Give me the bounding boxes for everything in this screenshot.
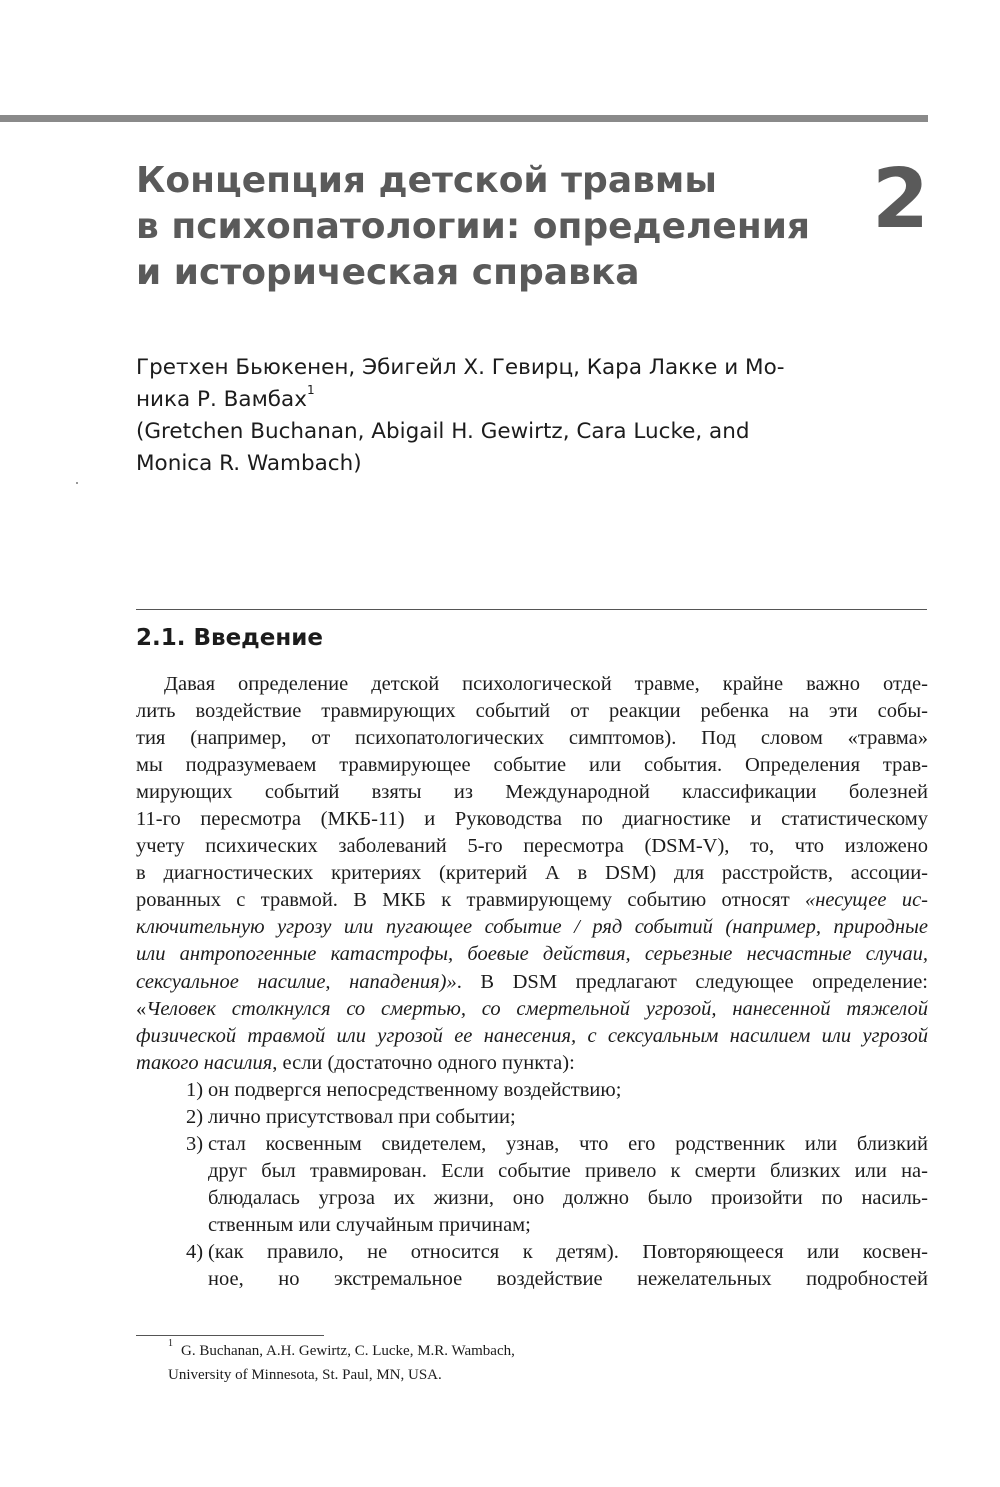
list-item-line: он подвергся непосредственному воздействию; (208, 1078, 622, 1101)
list-item (159, 1131, 928, 1239)
list-item-line: ственным или случайным причинам; (208, 1213, 531, 1236)
list-item-line: ное, но экстремальное воздействие нежелательных подробностей (208, 1268, 928, 1291)
paragraph-line: мы подразумеваем травмирующее событие или события. Определения трав- (136, 754, 928, 777)
criteria-list (136, 1077, 928, 1293)
chapter-title-line: и историческая справка (136, 252, 640, 293)
paragraph-line (136, 887, 928, 914)
authors (136, 352, 816, 480)
paragraph-line: тия (например, от психопатологических симптомов). Под словом «травма» (136, 727, 928, 750)
authors-ru-line-text: ника Р. Вамбах (136, 387, 307, 412)
list-item-number-text: 3) (186, 1132, 204, 1155)
list-item-body (208, 1077, 928, 1104)
footnote-rule (136, 1335, 324, 1336)
text-run: , если (достаточно одного пункта): (272, 1051, 575, 1074)
list-item-number (159, 1131, 208, 1239)
authors-ru-line: Гретхен Бьюкенен, Эбигейл Х. Гевирц, Кара Лакке и Мо- (136, 355, 785, 380)
italic-run: сексуальное насилие, нападения)» (136, 970, 457, 993)
italic-run: «несущее ис- (805, 889, 928, 912)
list-item (159, 1239, 928, 1293)
paragraph-line (136, 996, 928, 1023)
italic-run: ключительную угрозу или пугающее событие / ряд событий (например, природные (136, 916, 928, 939)
list-item-number-text: 2) (186, 1105, 204, 1128)
chapter-title-line: Концепция детской травмы (136, 160, 717, 201)
text-run: рованных с травмой. В МКБ к травмирующему событию относят (136, 889, 805, 912)
list-item-line: (как правило, не относится к детям). Повторяющееся или косвен- (208, 1240, 928, 1263)
authors-en-line: (Gretchen Buchanan, Abigail H. Gewirtz, Cara Lucke, and (136, 419, 750, 444)
list-item (159, 1104, 928, 1131)
text-run: « (136, 997, 147, 1020)
paragraph-line (136, 1023, 928, 1050)
footnote-marker: 1 (168, 1338, 173, 1349)
italic-run: Человек столкнулся со смертью, со смертельной угрозой, нанесенной тяжелой (146, 997, 928, 1020)
list-item-line: блюдалась угроза их жизни, оно должно было произойти по насиль- (208, 1186, 928, 1209)
authors-en-line: Monica R. Wambach) (136, 451, 362, 476)
paragraph-line: учету психических заболеваний 5-го пересмотра (DSM-V), то, что изложено (136, 835, 928, 858)
paragraph-line: 11-го пересмотра (МКБ-11) и Руководства по диагностике и статистическому (136, 808, 928, 831)
top-rule (0, 115, 928, 122)
list-item-body (208, 1104, 928, 1131)
list-item-body (208, 1239, 928, 1293)
list-item-body (208, 1131, 928, 1239)
list-item-line: друг был травмирован. Если событие привело к смерти близких или на- (208, 1159, 928, 1182)
chapter-title (136, 158, 836, 296)
italic-run: такого насилия (136, 1051, 273, 1074)
paragraph-line: мирующих событий взяты из Международной классификации болезней (136, 781, 928, 804)
list-item-number-text: 4) (186, 1240, 204, 1263)
body-text (136, 671, 928, 1293)
chapter-title-line: в психопатологии: определения (136, 206, 811, 247)
footnote-text: G. Buchanan, A.H. Gewirtz, C. Lucke, M.R. Wambach, (181, 1343, 515, 1359)
footnote-line: University of Minnesota, St. Paul, MN, USA. (168, 1367, 442, 1383)
paragraph-line: лить воздействие травмирующих событий от реакции ребенка на эти собы- (136, 700, 928, 723)
footnote-ref[interactable]: 1 (306, 383, 315, 397)
list-item-line: стал косвенным свидетелем, узнав, что его родственник или близкий (208, 1132, 928, 1155)
footnote (168, 1339, 728, 1387)
authors-ru-line (136, 384, 816, 416)
section-rule (136, 609, 927, 610)
chapter-number: 2 (872, 152, 930, 247)
scan-speck (76, 482, 78, 484)
list-item-number-text: 1) (186, 1078, 204, 1101)
paragraph-line (136, 914, 928, 941)
italic-run: или антропогенные катастрофы, боевые действия, серьезные несчастные случаи, (136, 943, 928, 966)
footnote-line (168, 1339, 728, 1363)
list-item-line: лично присутствовал при событии; (208, 1105, 516, 1128)
italic-run: физической травмой или угрозой ее нанесения, с сексуальным насилием или угрозой (136, 1024, 928, 1047)
paragraph-line (136, 941, 928, 968)
text-run: . В DSM предлагают следующее определение: (456, 970, 928, 993)
section-heading: 2.1. Введение (136, 625, 323, 651)
list-item-number (159, 1239, 208, 1293)
list-item-number (159, 1077, 208, 1104)
paragraph-line (136, 969, 928, 996)
paragraph-line (136, 1050, 928, 1077)
paragraph-line: в диагностических критериях (критерий А в DSM) для расстройств, ассоции- (136, 862, 928, 885)
list-item-number (159, 1104, 208, 1131)
paragraph-line: Давая определение детской психологической травме, крайне важно отде- (164, 673, 928, 695)
list-item (159, 1077, 928, 1104)
